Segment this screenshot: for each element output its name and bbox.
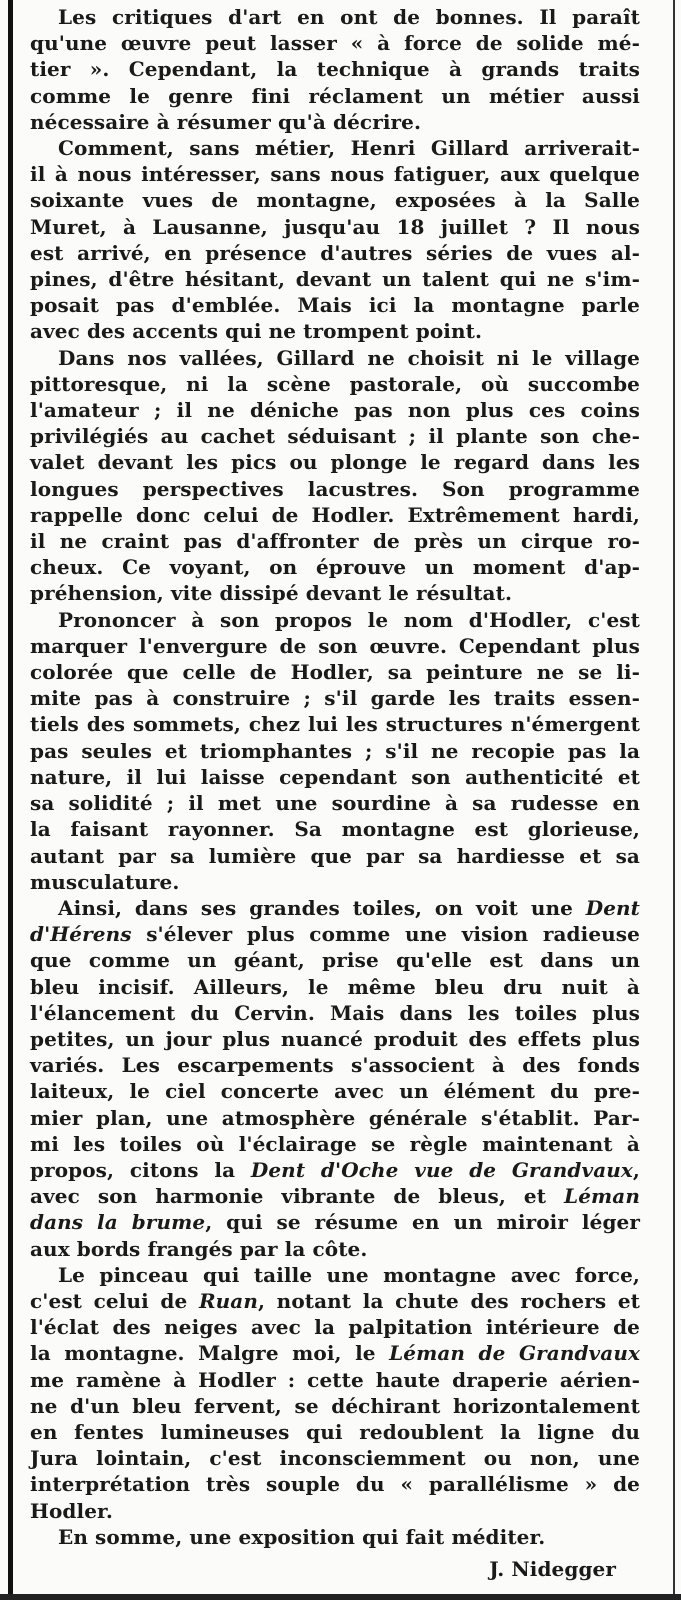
- text-line: nécessaire à résumer qu'à décrire.: [30, 109, 422, 134]
- text-line: pas seules et triomphantes ; s'il ne recopie pas la: [30, 738, 640, 763]
- bottom-border: [0, 1594, 681, 1600]
- text-line: aux bords frangés par la côte.: [30, 1236, 368, 1261]
- text-line: longues perspectives lacustres. Son programme: [30, 476, 640, 501]
- article-column: [30, 4, 640, 1582]
- text-line: tiels des sommets, chez lui les structures n'émergent: [30, 712, 640, 737]
- text-line: c'est celui de Ruan, notant la chute des rochers et: [30, 1288, 640, 1313]
- text-line: cheux. Ce voyant, on éprouve un moment d'ap-: [30, 555, 640, 580]
- text-line: Ainsi, dans ses grandes toiles, on voit une Dent: [58, 895, 640, 920]
- text-line: bleu incisif. Ailleurs, le même bleu dru nuit à: [30, 974, 640, 999]
- paragraph: [30, 135, 640, 345]
- paragraph: [30, 1524, 640, 1550]
- text-line: sa solidité ; il met une sourdine à sa rudesse en: [30, 791, 640, 816]
- text-line: propos, citons la Dent d'Oche vue de Grandvaux,: [30, 1157, 640, 1182]
- text-line: nature, il lui laisse cependant son authenticité et: [30, 764, 640, 789]
- text-line: Muret, à Lausanne, jusqu'au 18 juillet ? Il nous: [30, 214, 640, 239]
- text-line: Dans nos vallées, Gillard ne choisit ni le village: [58, 345, 640, 370]
- paragraph: [30, 1262, 640, 1524]
- text-line: colorée que celle de Hodler, sa peinture ne se li-: [30, 660, 640, 685]
- text-line: ne d'un bleu fervent, se déchirant horizontalement: [30, 1393, 640, 1418]
- text-line: il ne craint pas d'affronter de près un cirque ro-: [30, 529, 640, 554]
- text-line: posait pas d'emblée. Mais ici la montagne parle: [30, 293, 640, 318]
- text-line: musculature.: [30, 869, 180, 894]
- text-line: Prononcer à son propos le nom d'Hodler, c'est: [58, 607, 640, 632]
- paragraph: [30, 607, 640, 895]
- text-line: il à nous intéresser, sans nous fatiguer, aux quelque: [30, 162, 640, 187]
- author-signature: J. Nidegger: [489, 1556, 616, 1581]
- text-line: avec son harmonie vibrante de bleus, et Léman: [30, 1184, 640, 1209]
- text-line: Jura lointain, c'est inconsciemment ou non, une: [30, 1446, 640, 1471]
- text-line: l'élancement du Cervin. Mais dans les toiles plus: [30, 1000, 640, 1025]
- right-border: [673, 0, 675, 1600]
- text-line: mite pas à construire ; s'il garde les traits essen-: [30, 686, 640, 711]
- text-line: d'Hérens s'élever plus comme une vision radieuse: [30, 922, 640, 947]
- text-line: est arrivé, en présence d'autres séries de vues al-: [30, 240, 640, 265]
- text-line: soixante vues de montagne, exposées à la Salle: [30, 188, 640, 213]
- text-line: pittoresque, ni la scène pastorale, où succombe: [30, 371, 640, 396]
- text-line: mi les toiles où l'éclairage se règle maintenant à: [30, 1131, 640, 1156]
- text-line: Le pinceau qui taille une montagne avec force,: [58, 1262, 640, 1287]
- text-line: Les critiques d'art en ont de bonnes. Il paraît: [58, 5, 640, 29]
- text-line: préhension, vite dissipé devant le résultat.: [30, 581, 513, 606]
- text-line: dans la brume, qui se résume en un miroir léger: [30, 1210, 640, 1235]
- text-line: comme le genre fini réclament un métier aussi: [30, 83, 640, 108]
- text-line: pines, d'être hésitant, devant un talent qui ne s'im-: [30, 267, 640, 292]
- text-line: variés. Les escarpements s'associent à des fonds: [30, 1053, 640, 1078]
- text-line: valet devant les pics ou plonge le regard dans les: [30, 450, 640, 475]
- text-line: En somme, une exposition qui fait méditer.: [58, 1524, 546, 1549]
- text-line: petites, un jour plus nuancé produit des effets plus: [30, 1026, 640, 1051]
- text-line: tier ». Cependant, la technique à grands traits: [30, 57, 640, 82]
- paragraph: [30, 4, 640, 135]
- text-line: la faisant rayonner. Sa montagne est glorieuse,: [30, 817, 640, 842]
- text-line: en fentes lumineuses qui redoublent la ligne du: [30, 1419, 640, 1444]
- text-line: me ramène à Hodler : cette haute draperie aérien-: [30, 1367, 640, 1392]
- text-line: privilégiés au cachet séduisant ; il plante son che-: [30, 424, 640, 449]
- text-line: avec des accents qui ne trompent point.: [30, 319, 483, 344]
- text-line: laiteux, le ciel concerte avec un élément du pre-: [30, 1079, 640, 1104]
- text-line: mier plan, une atmosphère générale s'établit. Par-: [30, 1105, 640, 1130]
- text-line: l'amateur ; il ne déniche pas non plus ces coins: [30, 398, 640, 423]
- text-line: Comment, sans métier, Henri Gillard arriverait-: [58, 136, 640, 161]
- text-line: l'éclat des neiges avec la palpitation intérieure de: [30, 1315, 640, 1340]
- text-line: la montagne. Malgre moi, le Léman de Grandvaux: [30, 1341, 641, 1366]
- text-line: Hodler.: [30, 1498, 113, 1523]
- text-line: marquer l'envergure de son œuvre. Cependant plus: [30, 633, 640, 658]
- text-line: interprétation très souple du « parallélisme » de: [30, 1472, 640, 1497]
- text-line: que comme un géant, prise qu'elle est dans un: [30, 948, 640, 973]
- paragraph: [30, 345, 640, 607]
- text-line: rappelle donc celui de Hodler. Extrêmement hardi,: [30, 502, 640, 527]
- text-line: autant par sa lumière que par sa hardiesse et sa: [30, 843, 640, 868]
- left-border: [8, 0, 13, 1600]
- text-line: qu'une œuvre peut lasser « à force de solide mé-: [30, 31, 640, 56]
- paragraph: [30, 895, 640, 1262]
